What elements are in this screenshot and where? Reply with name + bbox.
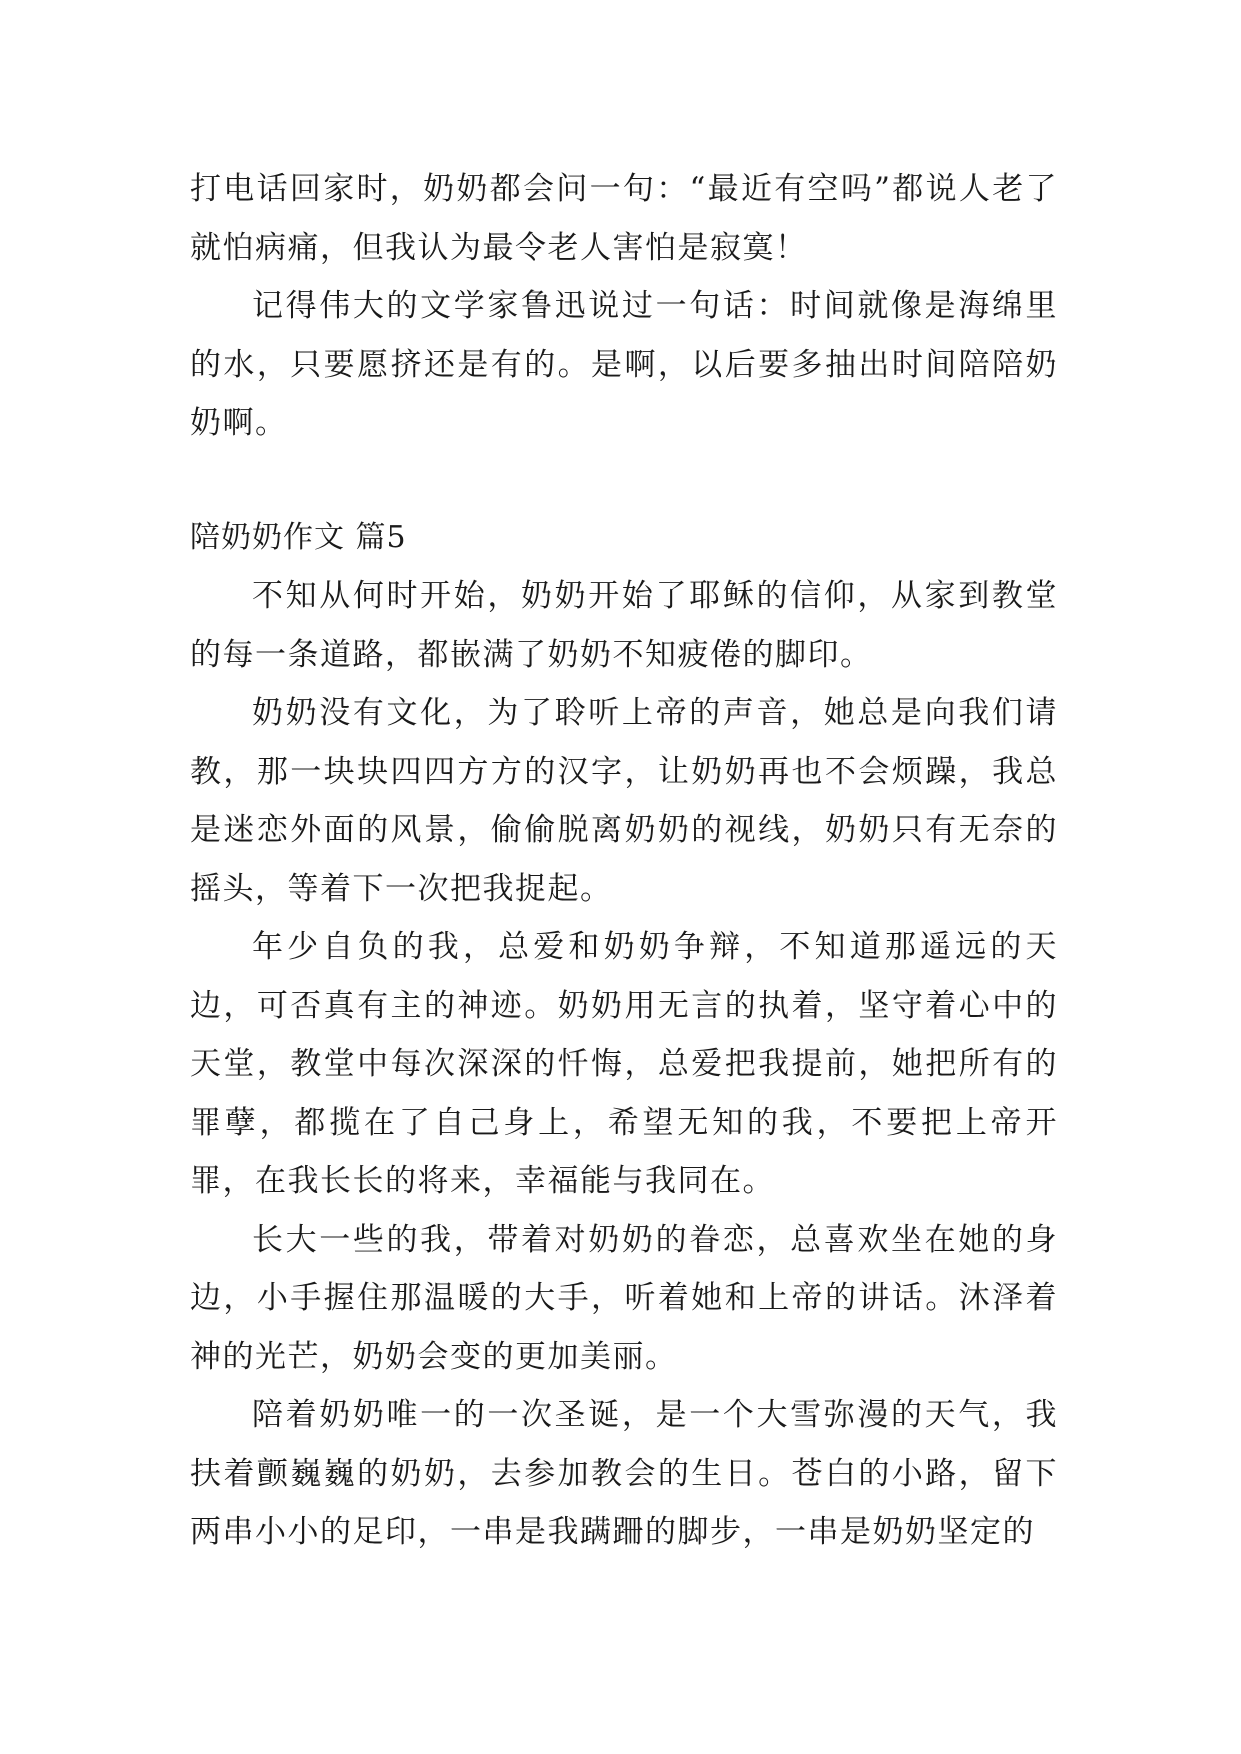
intro-paragraph-1: 打电话回家时，奶奶都会问一句：“最近有空吗”都说人老了就怕病痛，但我认为最令老人害怕是寂寞！ [190, 171, 1058, 266]
intro-paragraph-2: 记得伟大的文学家鲁迅说过一句话：时间就像是海绵里的水，只要愿挤还是有的。是啊，以后要多抽出时间陪陪奶奶啊。 [190, 288, 1058, 441]
section-paragraph-5: 陪着奶奶唯一的一次圣诞，是一个大雪弥漫的天气，我扶着颤巍巍的奶奶，去参加教会的生日。苍白的小路，留下两串小小的足印，一串是我蹒跚的脚步，一串是奶奶坚定的 [190, 1397, 1058, 1550]
section-paragraph-4: 长大一些的我，带着对奶奶的眷恋，总喜欢坐在她的身边，小手握住那温暖的大手，听着她和上帝的讲话。沐泽着神的光芒，奶奶会变的更加美丽。 [190, 1221, 1058, 1375]
document-body [190, 160, 1058, 1562]
section-paragraph-3: 年少自负的我，总爱和奶奶争辩，不知道那遥远的天边，可否真有主的神迹。奶奶用无言的执着，坚守着心中的天堂，教堂中每次深深的忏悔，总爱把我提前，她把所有的罪孽，都揽在了自己身上，希望无知的我，不要把上帝开罪，在我长长的将来，幸福能与我同在。 [190, 929, 1058, 1199]
section-heading: 陪奶奶作文 篇5 [190, 519, 407, 555]
section-paragraph-2: 奶奶没有文化，为了聆听上帝的声音，她总是向我们请教，那一块块四四方方的汉字，让奶奶再也不会烦躁，我总是迷恋外面的风景，偷偷脱离奶奶的视线，奶奶只有无奈的摇头，等着下一次把我捉起。 [190, 695, 1058, 907]
section-paragraph-1: 不知从何时开始，奶奶开始了耶稣的信仰，从家到教堂的每一条道路，都嵌满了奶奶不知疲倦的脚印。 [190, 578, 1058, 673]
